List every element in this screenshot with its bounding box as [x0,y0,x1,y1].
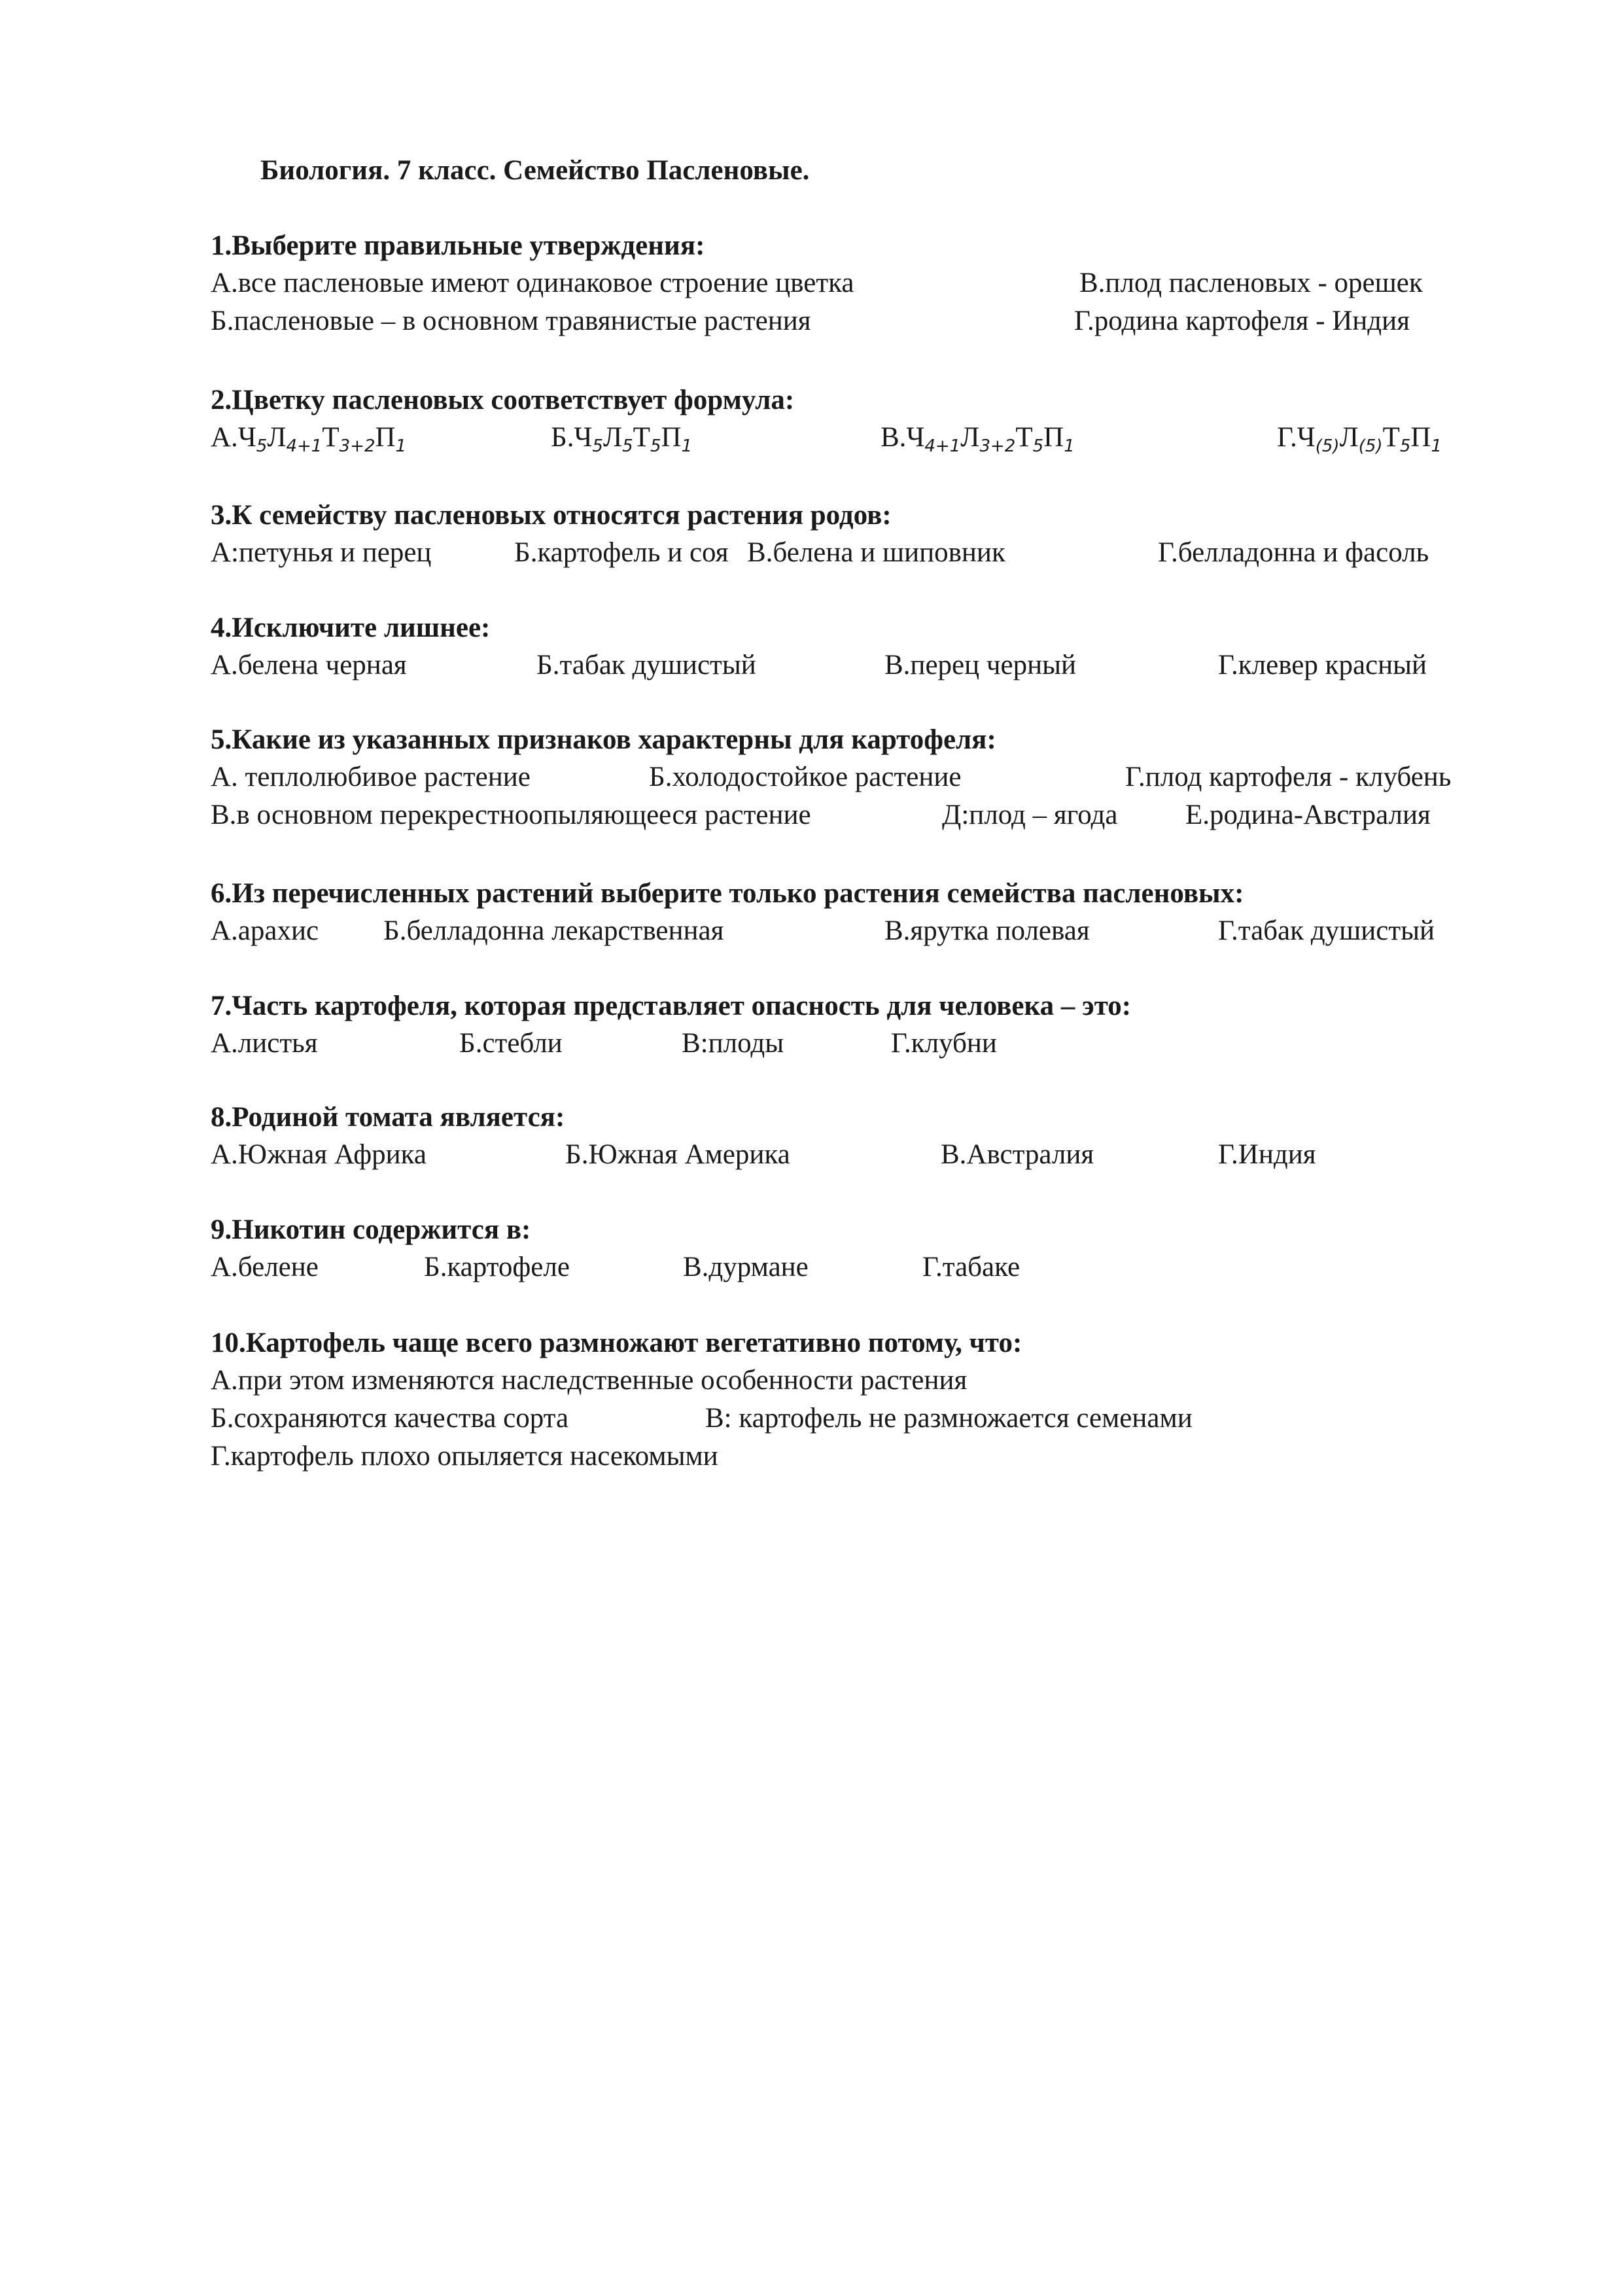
formula-option: $А.Ч_5Л_{4+1}Т_{3+2}П_1$ [211,422,407,456]
formula-option: $Г.Ч_{(5)}Л_{(5)}Т_5П_1$ [1277,422,1442,456]
question-title: 7.Часть картофеля, которая представляет опасность для человека – это: [211,991,1132,1021]
question-10 [211,1325,1493,1475]
answer-option: В:плоды [682,1028,784,1059]
answer-option: А.листья [211,1028,318,1059]
question-title: 1.Выберите правильные утверждения: [211,230,705,261]
answer-option: А. теплолюбивое растение [211,762,531,792]
answer-option: А.арахис [211,915,319,946]
page-title: Биология. 7 класс. Семейство Пасленовые. [260,155,810,186]
question-7 [211,988,1493,1063]
question-8 [211,1099,1493,1174]
answer-option: В.плод пасленовых - орешек [1079,268,1423,298]
answer-option: Г.табак душистый [1218,915,1435,946]
answer-option: Б.холодостойкое растение [649,762,962,792]
question-9 [211,1212,1493,1286]
formula-line [211,419,1493,457]
option-line [211,534,1493,572]
answer-option: А.белене [211,1252,319,1282]
question-6 [211,875,1493,950]
question-4 [211,610,1493,684]
question-title: 6.Из перечисленных растений выберите только растения семейства пасленовых: [211,878,1244,909]
option-line [211,1248,1493,1286]
option-line [211,796,1493,834]
formula-option: $В.Ч_{4+1}Л_{3+2}Т_5П_1$ [881,422,1075,456]
question-title: 3.К семейству пасленовых относятся растения родов: [211,500,892,531]
question-title: 8.Родиной томата является: [211,1102,565,1133]
question-2 [211,382,1493,457]
question-title: 10.Картофель чаще всего размножают вегетативно потому, что: [211,1328,1022,1358]
answer-option: А:петунья и перец [211,537,432,568]
answer-option: Д:плод – ягода [942,800,1118,830]
answer-option: В.дурмане [683,1252,809,1282]
answer-option: В.в основном перекрестноопыляющееся растение [211,800,811,830]
option-line [211,302,1493,340]
question-title: 5.Какие из указанных признаков характерны для картофеля: [211,724,996,755]
answer-option: В.белена и шиповник [747,537,1005,568]
answer-option: Б.картофеле [424,1252,570,1282]
answer-option: Г.родина картофеля - Индия [1074,306,1410,336]
answer-option: Б.стебли [459,1028,563,1059]
question-title: 2.Цветку пасленовых соответствует формула: [211,385,795,415]
option-line [211,1136,1493,1174]
option-line [211,646,1493,684]
option-line [211,912,1493,950]
answer-option: Б.сохраняются качества сорта [211,1403,569,1434]
answer-option: В: картофель не размножается семенами [705,1403,1193,1434]
answer-option: Б.табак душистый [536,650,756,680]
question-3 [211,497,1493,572]
answer-option: Б.Южная Америка [565,1139,790,1170]
answer-option: Е.родина-Австралия [1185,800,1431,830]
question-5 [211,722,1493,834]
option-line [211,1362,1493,1400]
answer-option: А.при этом изменяются наследственные особенности растения [211,1365,968,1396]
answer-option: А.все пасленовые имеют одинаковое строение цветка [211,268,854,298]
formula-option: $Б.Ч_5Л_5Т_5П_1$ [551,422,693,456]
answer-option: Б.картофель и соя [514,537,729,568]
answer-option: Г.плод картофеля - клубень [1125,762,1452,792]
answer-option: Б.пасленовые – в основном травянистые растения [211,306,811,336]
option-line [211,758,1493,796]
answer-option: Г.клевер красный [1218,650,1427,680]
answer-option: В.Австралия [941,1139,1094,1170]
question-title: 4.Исключите лишнее: [211,612,491,643]
option-line [211,264,1493,302]
answer-option: Б.белладонна лекарственная [383,915,724,946]
answer-option: А.белена черная [211,650,407,680]
question-title: 9.Никотин содержится в: [211,1214,531,1245]
answer-option: А.Южная Африка [211,1139,427,1170]
answer-option: Г.картофель плохо опыляется насекомыми [211,1441,718,1472]
answer-option: Г.клубни [891,1028,997,1059]
answer-option: Г.табаке [922,1252,1021,1282]
answer-option: В.перец черный [884,650,1077,680]
question-1 [211,228,1493,340]
option-line [211,1025,1493,1063]
answer-option: Г.Индия [1218,1139,1316,1170]
option-line [211,1400,1493,1438]
answer-option: Г.белладонна и фасоль [1158,537,1429,568]
answer-option: В.ярутка полевая [884,915,1090,946]
option-line [211,1438,1493,1475]
